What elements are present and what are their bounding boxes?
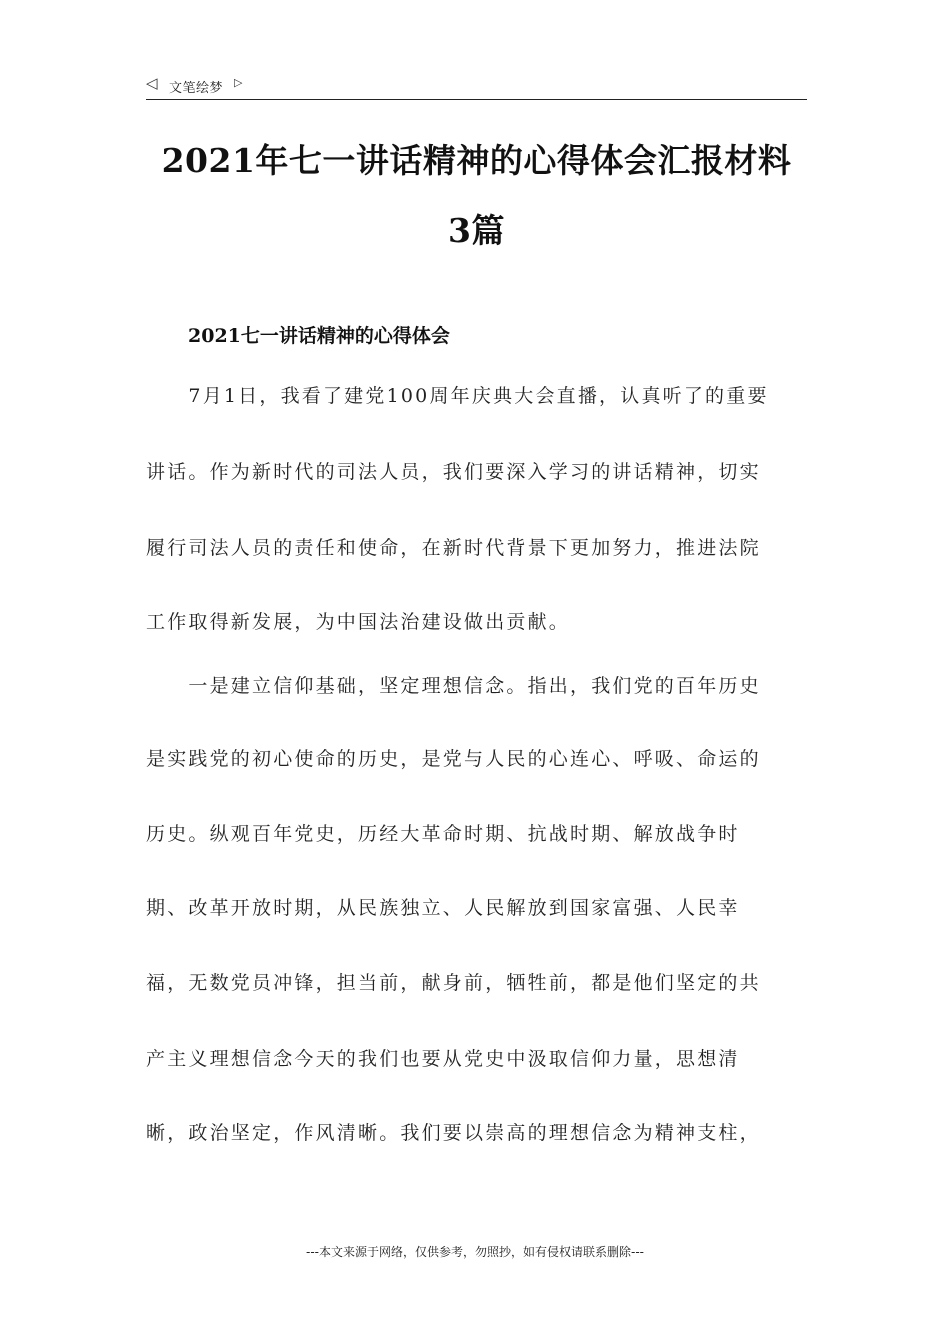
body-line: 期、改革开放时期，从民族独立、人民解放到国家富强、人民幸 [146,897,740,919]
body-line: 讲话。作为新时代的司法人员，我们要深入学习的讲话精神，切实 [146,461,761,483]
body-line: 履行司法人员的责任和使命，在新时代背景下更加努力，推进法院 [146,537,761,559]
body-line: 历史。纵观百年党史，历经大革命时期、抗战时期、解放战争时 [146,823,740,845]
header-brand: 文笔绘梦 [169,81,224,96]
document-title-line-2: 3篇 [448,211,505,250]
document-title-line-1: 2021年七一讲话精神的心得体会汇报材料 [161,141,792,180]
page-header [146,73,807,100]
triangle-right-icon: ▷ [234,76,243,89]
triangle-left-icon: ◁ [146,74,158,92]
body-line: 晰，政治坚定，作风清晰。我们要以崇高的理想信念为精神支柱， [146,1122,761,1144]
body-line: 7月1日，我看了建党100周年庆典大会直播，认真听了的重要 [146,385,769,407]
body-line: 一是建立信仰基础，坚定理想信念。指出，我们党的百年历史 [146,675,761,697]
body-line: 工作取得新发展，为中国法治建设做出贡献。 [146,611,571,633]
body-line: 是实践党的初心使命的历史，是党与人民的心连心、呼吸、命运的 [146,748,761,770]
page-footer-disclaimer: ---本文来源于网络，仅供参考，勿照抄，如有侵权请联系删除--- [306,1245,644,1259]
section-subtitle: 2021七一讲话精神的心得体会 [188,325,450,347]
body-line: 福，无数党员冲锋，担当前，献身前，牺牲前，都是他们坚定的共 [146,972,761,994]
body-line: 产主义理想信念今天的我们也要从党史中汲取信仰力量，思想清 [146,1048,740,1070]
